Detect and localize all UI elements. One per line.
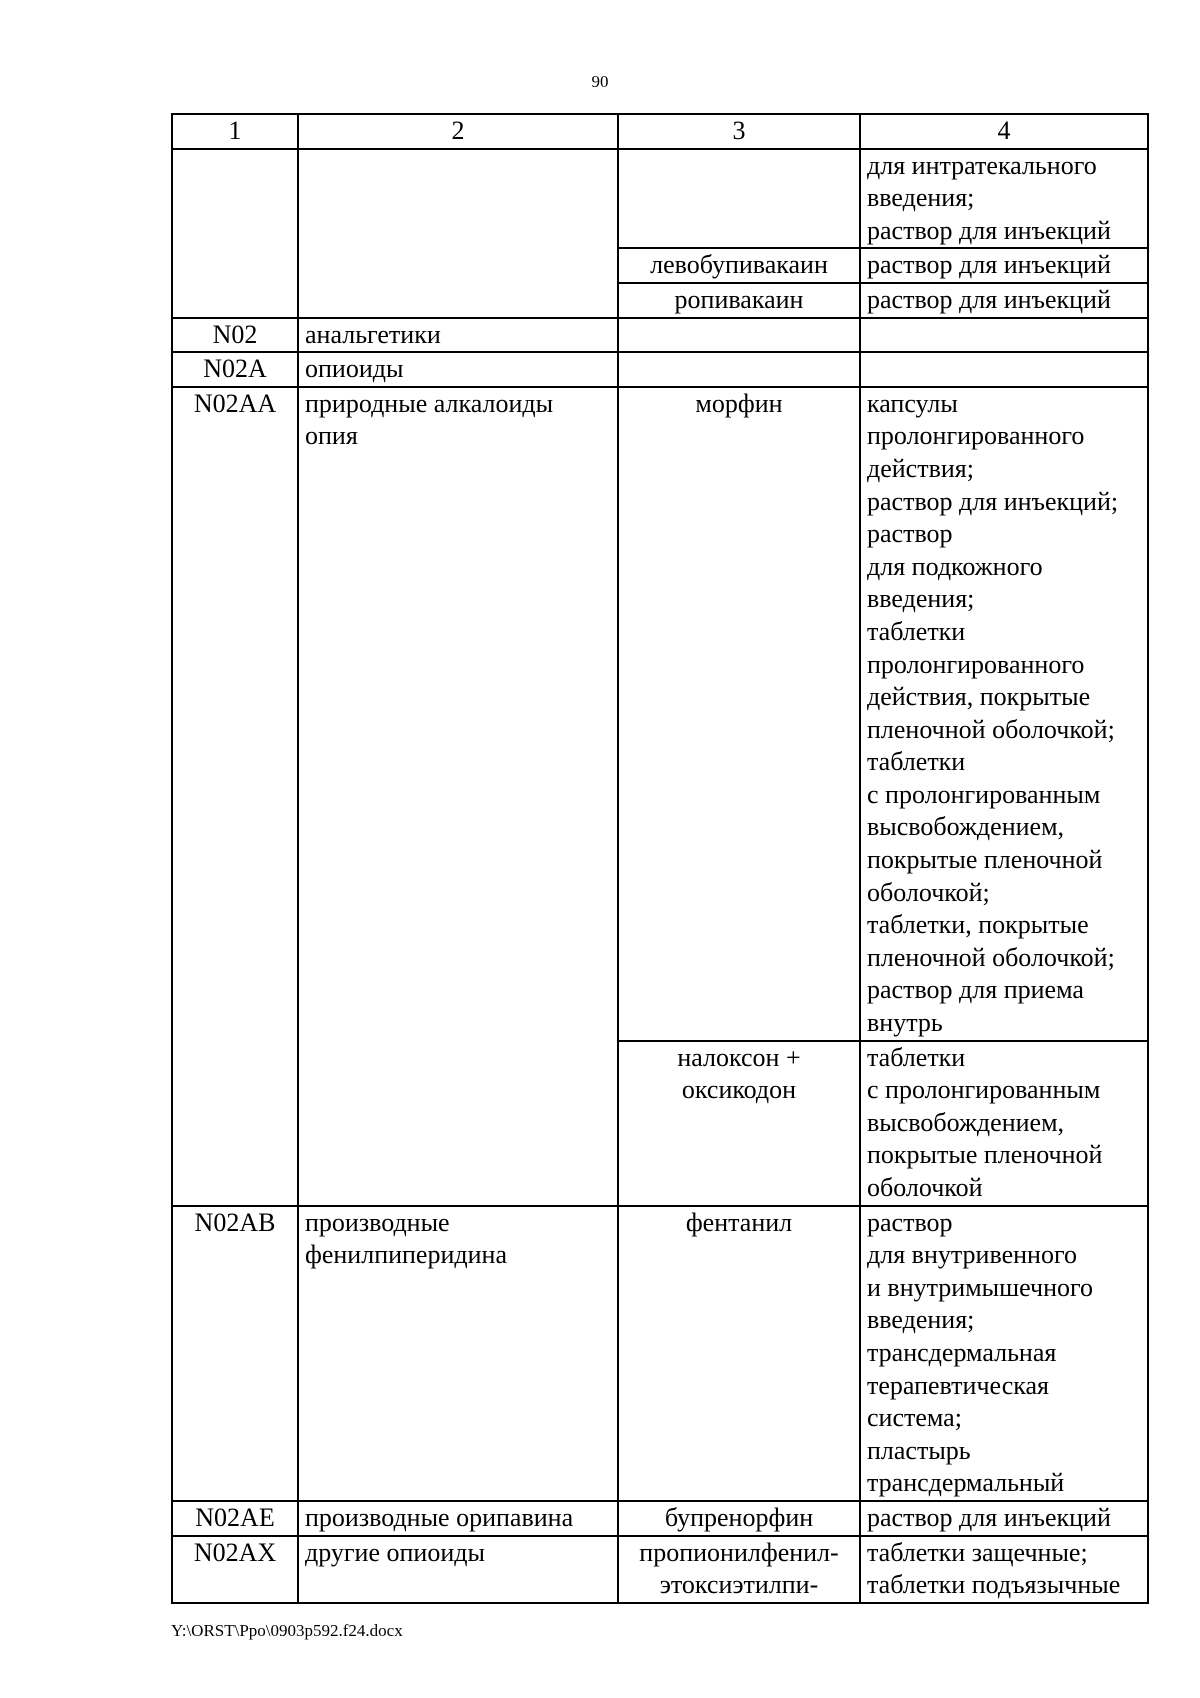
drug-name-cell: [618, 318, 860, 353]
drug-name-cell: морфин: [618, 387, 860, 1041]
group-line: опия: [305, 421, 358, 451]
group-line: производные: [305, 1207, 450, 1237]
drug-table: [171, 113, 1149, 1604]
drug-name-cell: фентанил: [618, 1206, 860, 1501]
page-number: 90: [591, 72, 609, 91]
dosage-form-line: пролонгированного: [867, 421, 1085, 451]
drug-name-cell: [618, 149, 860, 249]
drug-name-line: оксикодон: [681, 1075, 797, 1105]
dosage-form-line: покрытые пленочной: [867, 845, 1103, 875]
dosage-form-cell: [860, 1041, 1148, 1206]
dosage-form-line: с пролонгированным: [867, 1075, 1101, 1105]
drug-name-cell: [618, 1536, 860, 1603]
dosage-form-cell: раствор для инъекций: [860, 1501, 1148, 1536]
drug-name-cell: ропивакаин: [618, 283, 860, 318]
code-cell: N02A: [172, 352, 298, 387]
dosage-form-line: и внутримышечного: [867, 1272, 1094, 1302]
group-cell: другие опиоиды: [298, 1536, 618, 1603]
dosage-form-line: высвобождением,: [867, 812, 1065, 842]
dosage-form-line: раствор для инъекций;: [867, 486, 1119, 516]
group-cell: анальгетики: [298, 318, 618, 353]
dosage-form-line: с пролонгированным: [867, 779, 1101, 809]
table-row: [172, 149, 1148, 249]
drug-name-cell: левобупивакаин: [618, 248, 860, 283]
drug-name-line: налоксон +: [677, 1042, 801, 1072]
dosage-form-line: раствор для приема: [867, 975, 1084, 1005]
code-cell: N02: [172, 318, 298, 353]
dosage-form-line: таблетки: [867, 747, 966, 777]
dosage-form-cell: раствор для инъекций: [860, 283, 1148, 318]
table-row: [172, 1501, 1148, 1536]
dosage-form-line: раствор: [867, 519, 953, 549]
group-cell: [298, 387, 618, 1206]
dosage-form-cell: раствор для инъекций: [860, 248, 1148, 283]
dosage-form-line: таблетки, покрытые: [867, 910, 1089, 940]
group-cell: производные орипавина: [298, 1501, 618, 1536]
dosage-form-line: действия, покрытые: [867, 682, 1091, 712]
dosage-form-line: покрытые пленочной: [867, 1140, 1103, 1170]
footer-file-path: Y:\ORST\Ppo\0903p592.f24.docx: [171, 1621, 403, 1640]
table-row: [172, 352, 1148, 387]
drug-name-line: этоксиэтилпи-: [659, 1570, 819, 1600]
drug-name-cell: бупренорфин: [618, 1501, 860, 1536]
table-row: [172, 1536, 1148, 1603]
dosage-form-line: пленочной оболочкой;: [867, 942, 1115, 972]
header-cell-4: 4: [860, 114, 1148, 149]
drug-name-cell: [618, 1041, 860, 1206]
dosage-form-line: пролонгированного: [867, 649, 1085, 679]
dosage-form-line: внутрь: [867, 1008, 943, 1038]
dosage-form-line: раствор для инъекций: [867, 215, 1111, 245]
group-cell: [298, 149, 618, 318]
dosage-form-line: терапевтическая: [867, 1370, 1049, 1400]
dosage-form-line: для интратекального: [867, 150, 1097, 180]
table-header-row: [172, 114, 1148, 149]
header-cell-3: 3: [618, 114, 860, 149]
table-row: [172, 387, 1148, 1041]
dosage-form-line: трансдермальный: [867, 1468, 1065, 1498]
dosage-form-cell: [860, 387, 1148, 1041]
table-row: [172, 318, 1148, 353]
dosage-form-line: раствор: [867, 1207, 953, 1237]
group-line: фенилпиперидина: [305, 1240, 507, 1270]
dosage-form-line: капсулы: [867, 388, 958, 418]
table-row: [172, 1206, 1148, 1501]
dosage-form-line: для внутривенного: [867, 1240, 1077, 1270]
code-cell: [172, 149, 298, 318]
dosage-form-cell: [860, 318, 1148, 353]
drug-name-line: пропионилфенил-: [639, 1537, 839, 1567]
dosage-form-line: таблетки: [867, 1042, 966, 1072]
dosage-form-cell: [860, 1536, 1148, 1603]
code-cell: N02AB: [172, 1206, 298, 1501]
dosage-form-line: таблетки: [867, 616, 966, 646]
code-cell: N02AE: [172, 1501, 298, 1536]
dosage-form-line: таблетки защечные;: [867, 1537, 1088, 1567]
group-cell: [298, 1206, 618, 1501]
dosage-form-line: введения;: [867, 584, 975, 614]
dosage-form-line: система;: [867, 1403, 962, 1433]
dosage-form-line: введения;: [867, 183, 975, 213]
code-cell: N02AX: [172, 1536, 298, 1603]
dosage-form-cell: [860, 1206, 1148, 1501]
dosage-form-line: для подкожного: [867, 551, 1043, 581]
group-cell: опиоиды: [298, 352, 618, 387]
dosage-form-line: введения;: [867, 1305, 975, 1335]
drug-name-cell: [618, 352, 860, 387]
header-cell-2: 2: [298, 114, 618, 149]
dosage-form-cell: [860, 149, 1148, 249]
group-line: природные алкалоиды: [305, 388, 554, 418]
code-cell: N02AA: [172, 387, 298, 1206]
dosage-form-line: таблетки подъязычные: [867, 1570, 1121, 1600]
dosage-form-line: высвобождением,: [867, 1107, 1065, 1137]
dosage-form-line: оболочкой;: [867, 877, 990, 907]
dosage-form-line: действия;: [867, 453, 974, 483]
dosage-form-cell: [860, 352, 1148, 387]
dosage-form-line: трансдермальная: [867, 1337, 1057, 1367]
header-cell-1: 1: [172, 114, 298, 149]
dosage-form-line: пленочной оболочкой;: [867, 714, 1115, 744]
dosage-form-line: пластырь: [867, 1435, 971, 1465]
dosage-form-line: оболочкой: [867, 1173, 983, 1202]
